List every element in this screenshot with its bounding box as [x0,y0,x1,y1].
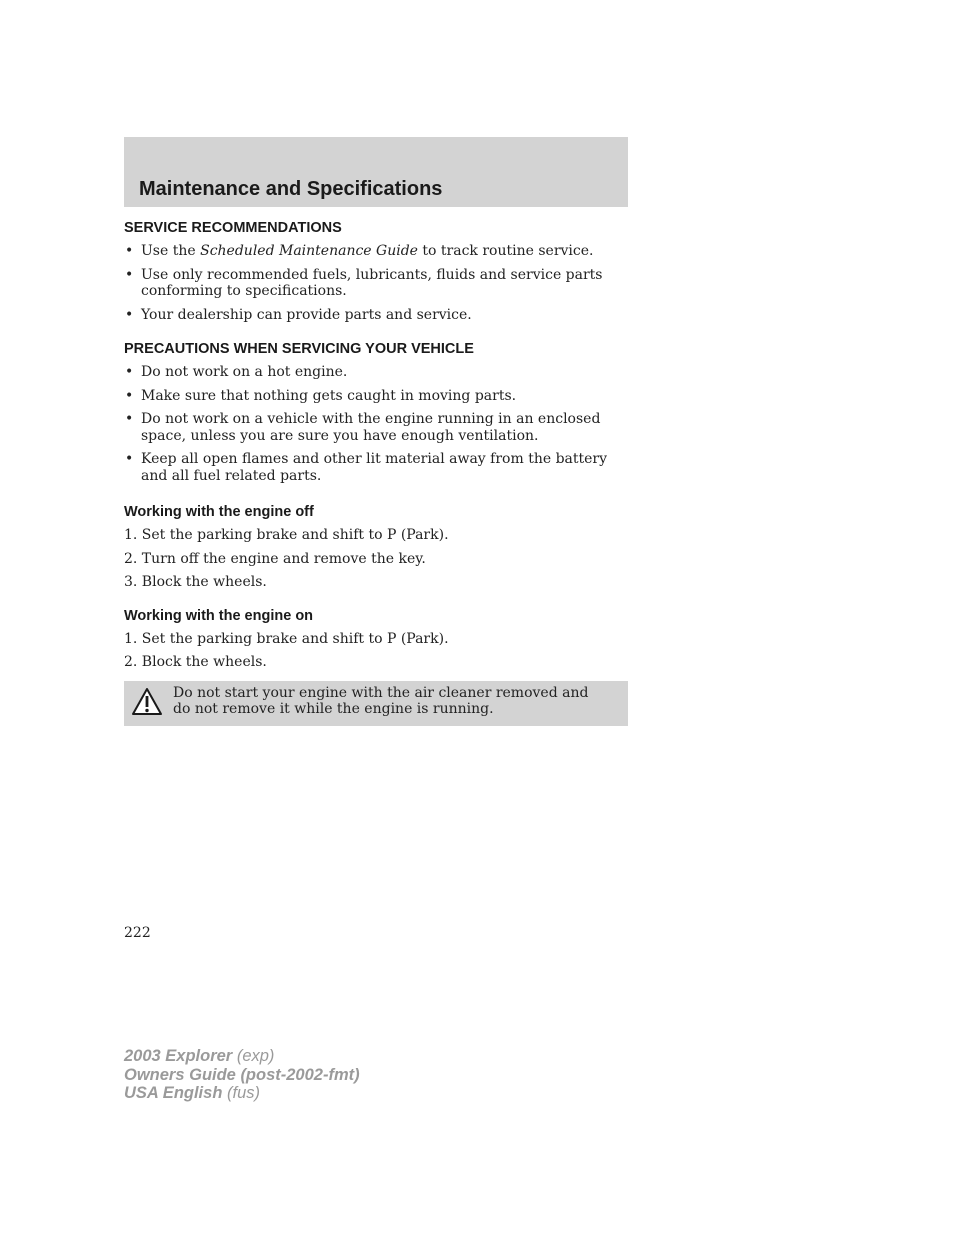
engine-on-steps [124,631,628,671]
step-item: 2. Block the wheels. [124,654,267,670]
service-recommendations-heading: SERVICE RECOMMENDATIONS [124,220,342,236]
footer-line-vehicle [124,1047,360,1066]
engine-on-heading: Working with the engine on [124,607,314,624]
item-text-pre: Use the [141,243,201,259]
precautions-list [124,364,628,484]
footer-line-guide [124,1066,360,1085]
list-item: • Do not work on a vehicle with the engine running in an enclosed space, unless you are sure you have enough ventilation. [124,411,628,444]
warning-box [124,681,628,726]
engine-off-steps [124,527,628,591]
list-item: • Your dealership can provide parts and service. [124,307,628,324]
footer-language-code: (fus) [222,1084,260,1102]
list-item: • Keep all open flames and other lit material away from the battery and all fuel related parts. [124,451,628,484]
step-item: 1. Set the parking brake and shift to P (Park). [124,527,449,543]
section-header-band [124,137,628,207]
warning-text: Do not start your engine with the air cleaner removed and do not remove it while the engine is running. [173,684,589,717]
list-item [124,243,628,260]
footer-language: USA English [124,1084,223,1102]
warning-triangle-icon [131,687,163,717]
footer-vehicle-code: (exp) [232,1047,275,1065]
service-recommendations-list [124,243,628,323]
page-number: 222 [124,925,151,941]
footer-vehicle: 2003 Explorer [124,1047,233,1065]
step-item: 1. Set the parking brake and shift to P (Park). [124,630,449,647]
step-item: 2. Turn off the engine and remove the key. [124,550,426,567]
section-title: Maintenance and Specifications [139,178,443,200]
step-item: 3. Block the wheels. [124,574,267,590]
maintenance-guide-title: Scheduled Maintenance Guide [200,243,418,259]
footer-guide: Owners Guide (post-2002-fmt) [124,1065,360,1084]
footer-line-language [124,1084,360,1103]
list-item: • Make sure that nothing gets caught in moving parts. [124,388,628,405]
precautions-heading: PRECAUTIONS WHEN SERVICING YOUR VEHICLE [124,341,474,357]
engine-off-heading: Working with the engine off [124,504,314,520]
main-content [124,220,628,726]
list-item: • Use only recommended fuels, lubricants, fluids and service parts conforming to specifications. [124,267,628,300]
document-footer [124,1047,360,1103]
item-text-post: to track routine service. [417,243,594,259]
list-item: • Do not work on a hot engine. [124,364,628,381]
